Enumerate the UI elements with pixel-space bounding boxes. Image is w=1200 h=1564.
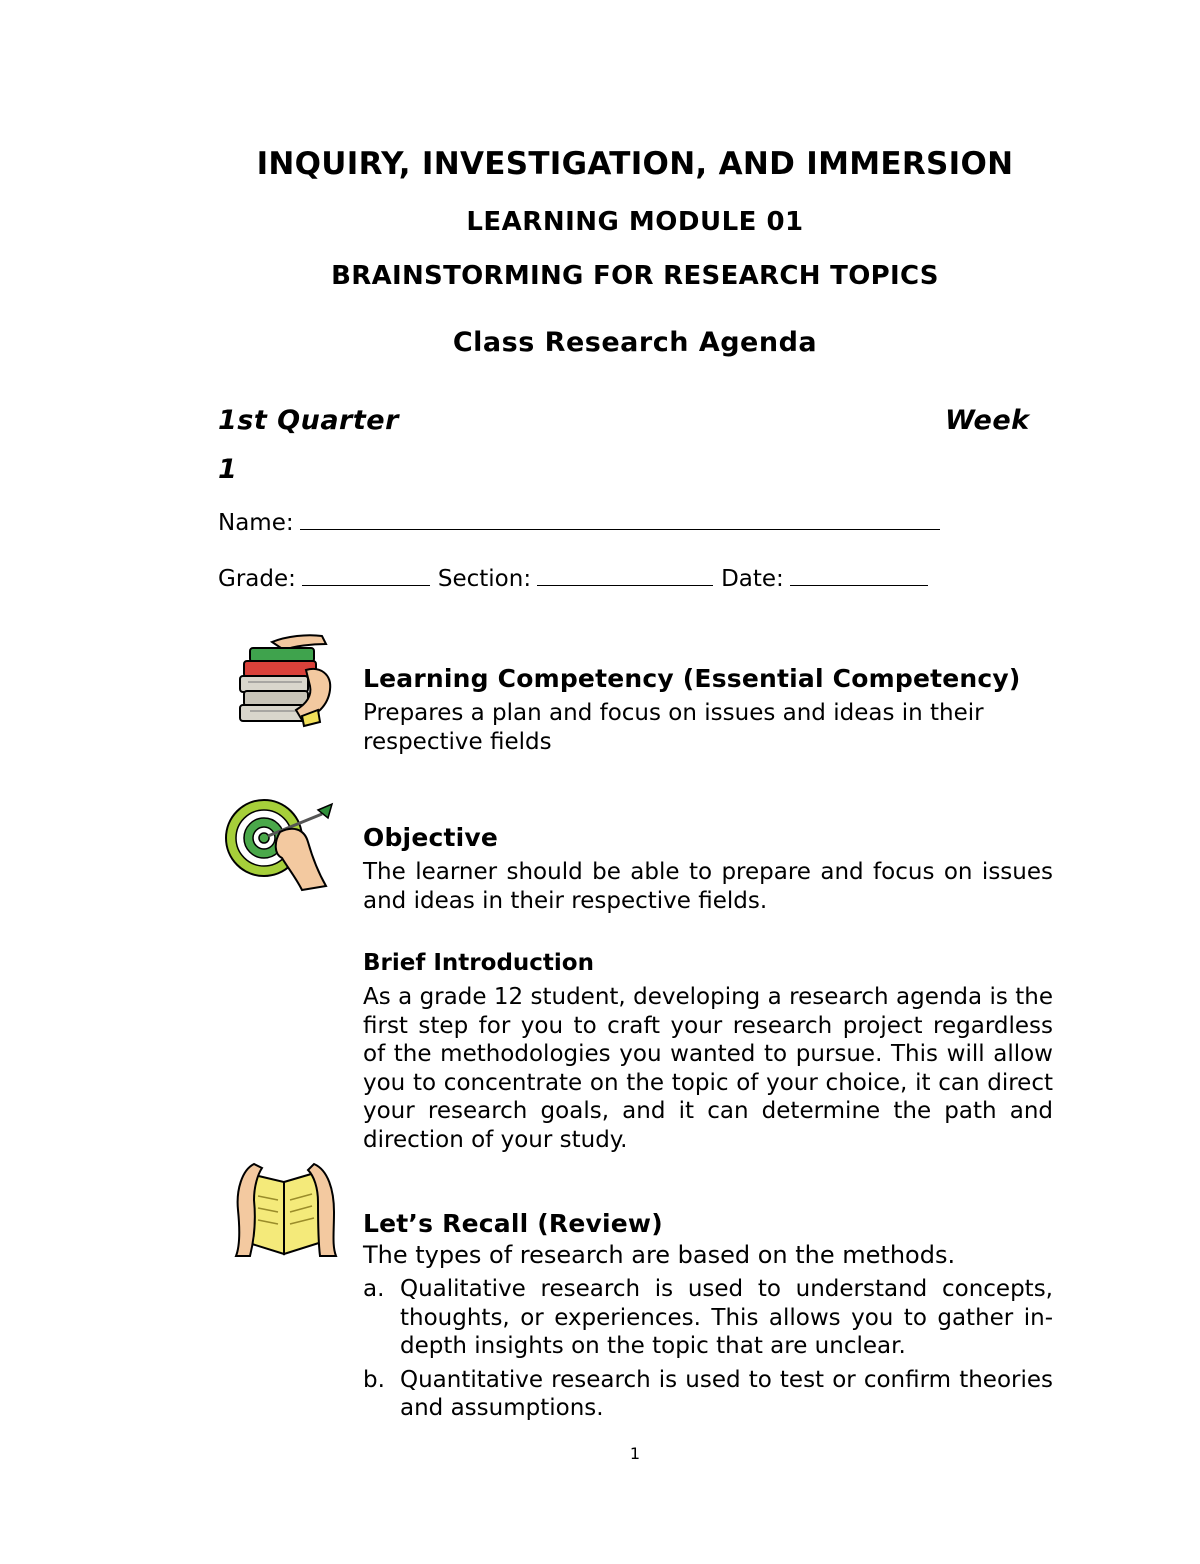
list-item-text: Qualitative research is used to understand concepts, thoughts, or experiences. This allows you to gather in-depth insights on the topic that are unclear. xyxy=(400,1276,1053,1359)
competency-heading: Learning Competency (Essential Competency) xyxy=(363,664,1021,693)
open-book-icon xyxy=(232,1160,342,1258)
recall-lead: The types of research are based on the methods. xyxy=(363,1241,956,1269)
date-label: Date: xyxy=(721,566,784,592)
books-in-hand-icon xyxy=(232,630,340,730)
list-item-text: Quantitative research is used to test or confirm theories and assumptions. xyxy=(400,1366,1053,1421)
list-item xyxy=(363,1275,1053,1361)
research-types-list xyxy=(363,1275,1053,1428)
grade-field[interactable] xyxy=(302,563,430,586)
list-item xyxy=(363,1366,1053,1423)
section-label: Section: xyxy=(437,566,532,592)
name-row xyxy=(218,507,948,536)
introduction-text: As a grade 12 student, developing a research agenda is the first step for you to craft your research project regardless of the methodologies you wanted to pursue. This will allow you to concentrate on the topic of your choice, it can direct your research goals, and it can determine the path and direction of your study. xyxy=(363,984,1053,1153)
agenda-title: Class Research Agenda xyxy=(452,327,818,358)
list-marker: b. xyxy=(363,1366,385,1393)
name-label: Name: xyxy=(218,510,294,536)
week-number: 1 xyxy=(218,454,237,485)
date-field[interactable] xyxy=(790,563,928,586)
name-field[interactable] xyxy=(300,507,940,530)
grade-section-date-row xyxy=(218,563,936,592)
quarter-label: 1st Quarter xyxy=(218,405,399,436)
week-label: Week xyxy=(945,405,1030,436)
recall-heading: Let’s Recall (Review) xyxy=(363,1209,663,1238)
grade-label: Grade: xyxy=(218,566,296,592)
objective-heading: Objective xyxy=(363,823,499,852)
list-marker: a. xyxy=(363,1276,385,1302)
target-dart-icon xyxy=(222,798,336,894)
module-number: LEARNING MODULE 01 xyxy=(466,207,804,237)
section-field[interactable] xyxy=(537,563,713,586)
module-topic: BRAINSTORMING FOR RESEARCH TOPICS xyxy=(331,261,939,291)
document-title: INQUIRY, INVESTIGATION, AND IMMERSION xyxy=(256,146,1014,182)
page-number: 1 xyxy=(629,1444,641,1463)
competency-text: Prepares a plan and focus on issues and ideas in their respective fields xyxy=(363,700,984,755)
objective-text: The learner should be able to prepare and focus on issues and ideas in their respective fields. xyxy=(363,859,1053,914)
introduction-heading: Brief Introduction xyxy=(363,950,594,976)
